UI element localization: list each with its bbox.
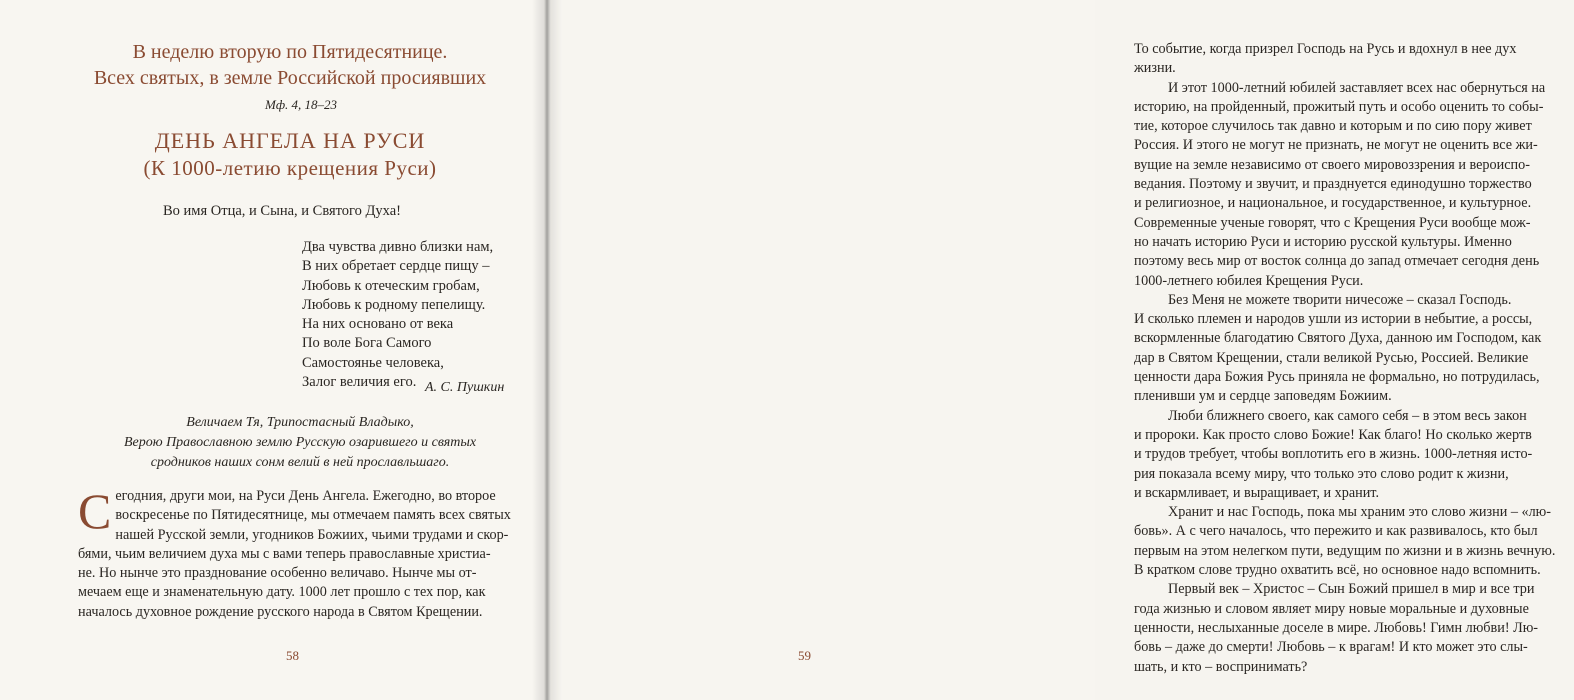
epigraph-line: сродников наших сонм велий в ней прославльшаго.: [150, 455, 450, 470]
body-line: бовь – даже до смерти! Любовь – к врагам! И кто может это слы-: [1134, 639, 1528, 656]
body-line: егодния, други мои, на Руси День Ангела. Ежегодно, во второе: [115, 488, 496, 504]
body-line: И сколько племен и народов ушли из истории в небытие, а россы,: [1134, 311, 1533, 328]
body-line: ведания. Поэтому и звучит, и празднуется единодушно торжество: [1134, 176, 1532, 193]
sermon-body: [78, 483, 518, 622]
poem-line: Залог величия его.: [302, 374, 417, 391]
book-gutter-shadow: [532, 0, 562, 700]
body-line: вущие на земле независимо от своего мировоззрения и вероиспо-: [1134, 156, 1530, 173]
body-line: и пророки. Как просто слово Божие! Как благо! Но сколько жертв: [1134, 426, 1532, 443]
body-line: года жизнью и словом являет миру новые моральные и духовные: [1134, 600, 1529, 617]
body-line: В кратком слове трудно охватить всё, но основное надо вспомнить.: [1134, 562, 1541, 579]
body-line: и трудов требует, чтобы воплотить его в жизнь. 1000-летняя исто-: [1134, 446, 1533, 463]
body-line: ценности дара Божия Русь приняла не формально, но потрудилась,: [1134, 369, 1540, 386]
body-line: дар в Святом Крещении, стали великой Русью, Россией. Великие: [1134, 349, 1529, 366]
epigraph: [90, 413, 510, 473]
body-line: не. Но нынче это празднование особенно величаво. Нынче мы от-: [78, 565, 477, 582]
poem-line: На них основано от века: [302, 316, 454, 333]
body-line: нашей Русской земли, угодников Божиих, чьими трудами и скор-: [115, 526, 509, 543]
body-line: 1000-летнего юбилея Крещения Руси.: [1134, 272, 1364, 289]
right-page: [547, 0, 1556, 700]
body-line: Люби ближнего своего, как самого себя – в этом весь закон: [1168, 407, 1527, 424]
epigraph-line: Величаем Тя, Трипостасный Владыко,: [186, 415, 414, 430]
body-line: бями, чьим величием духа мы с вами теперь православные христиа-: [78, 545, 491, 562]
sermon-occasion-line1: В неделю вторую по Пятидесятнице.: [132, 41, 448, 63]
sermon-occasion-line2: Всех святых, в земле Российской просиявших: [93, 67, 487, 89]
poem-line: В них обретает сердце пищу –: [302, 258, 490, 275]
sermon-subtitle: (К 1000-летию крещения Руси): [143, 156, 437, 180]
body-line: воскресенье по Пятидесятнице, мы отмечаем память всех святых: [115, 507, 511, 524]
poem-author: А. С. Пушкин: [425, 380, 505, 395]
drop-cap: С: [78, 483, 112, 539]
body-line: рия показала всему миру, что только это слово родит к жизни,: [1134, 465, 1509, 482]
left-page: [0, 0, 547, 700]
body-line: историю, на пройденный, прожитый путь и особо оценить то собы-: [1134, 98, 1544, 115]
body-line: и религиозное, и национальное, и государственное, и культурное.: [1134, 195, 1532, 212]
poem-line: Любовь к родному пепелищу.: [302, 296, 486, 313]
body-line: пленивши ум и сердце заповедям Божиим.: [1134, 388, 1392, 405]
body-line: тие, которое случилось так давно и которым и по сию пору живет: [1134, 118, 1532, 135]
body-line: жизни.: [1134, 60, 1176, 77]
page-number: 59: [798, 648, 811, 663]
body-line: Россия. И этого не могут не признать, не могут не оценить все жи-: [1134, 137, 1538, 154]
invocation: Во имя Отца, и Сына, и Святого Духа!: [163, 203, 401, 219]
body-line: Современные ученые говорят, что с Крещения Руси вообще мож-: [1134, 214, 1531, 231]
body-line: ценности, неслыханные доселе в мире. Любовь! Гимн любви! Лю-: [1134, 619, 1539, 636]
page-number: 58: [286, 648, 299, 663]
epigraph-line: Верою Православною землю Русскую озарившего и святых: [123, 435, 477, 450]
poem-line: Два чувства дивно близки нам,: [302, 239, 494, 255]
body-line: бовь». А с чего началось, что пережито и как развивалось, кто был: [1134, 523, 1538, 540]
body-line: шать, и кто – воспринимать?: [1134, 658, 1308, 675]
body-line: Хранит и нас Господь, пока мы храним это слово жизни – «лю-: [1168, 504, 1551, 521]
body-line: вскормленные благодатию Святого Духа, данною им Господом, как: [1134, 330, 1542, 347]
poem-line: По воле Бога Самого: [302, 335, 432, 352]
body-line: и вскармливает, и выращивает, и хранит.: [1134, 484, 1379, 501]
body-line: мечаем еще и знаменательную дату. 1000 лет прошло с тех пор, как: [78, 584, 486, 601]
body-line: То событие, когда призрел Господь на Русь и вдохнул в нее дух: [1134, 41, 1517, 57]
body-line: Первый век – Христос – Сын Божий пришел в мир и все три: [1168, 581, 1535, 598]
body-line: поэтому весь мир от восток солнца до запад отмечает сегодня день: [1134, 253, 1540, 270]
poem-line: Любовь к отеческим гробам,: [302, 277, 480, 294]
scripture-reference: Мф. 4, 18–23: [265, 97, 338, 112]
poem: [302, 238, 493, 392]
body-line: началось духовное рождение русского народа в Святом Крещении.: [78, 603, 483, 620]
poem-line: Самостоянье человека,: [302, 354, 444, 371]
sermon-title: ДЕНЬ АНГЕЛА НА РУСИ: [154, 128, 426, 153]
body-line: Без Меня не можете творити ничесоже – сказал Господь.: [1168, 291, 1512, 308]
body-line: первым на этом нелегком пути, ведущим по жизни и в жизнь вечную.: [1134, 542, 1556, 559]
body-line: но начать историю Руси и историю русской культуры. Именно: [1134, 233, 1512, 250]
body-line: И этот 1000-летний юбилей заставляет всех нас обернуться на: [1168, 79, 1546, 96]
sermon-body-continued: [1134, 40, 1574, 677]
